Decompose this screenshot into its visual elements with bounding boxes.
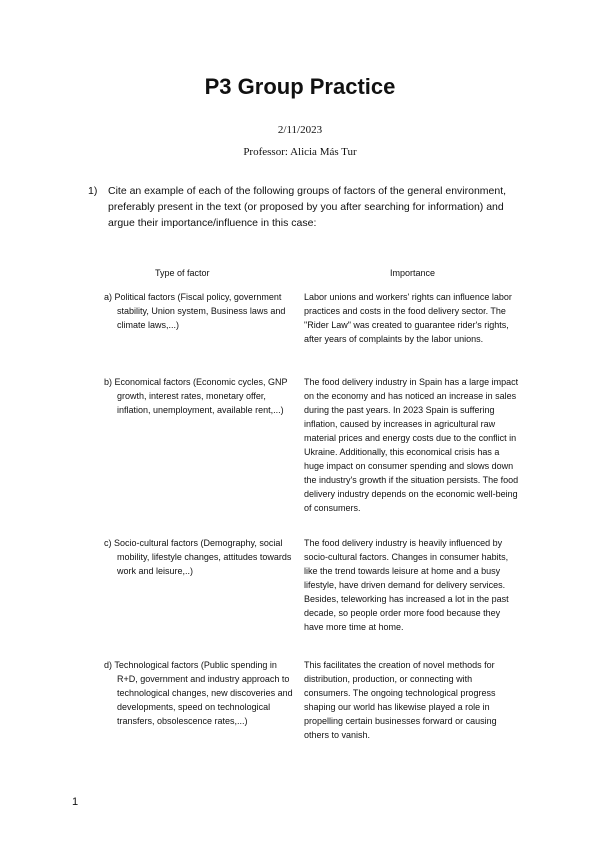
factor-political: a) Political factors (Fiscal policy, government stability, Union system, Business laws and climate laws,...) <box>104 292 286 330</box>
professor-line: Professor: Alicia Más Tur <box>243 146 357 158</box>
importance-economical: The food delivery industry in Spain has a large impact on the economy and has noticed an increase in sales during the past years. In 2023 Spain is suffering inflation, caused by increases in agricultural raw material prices and energy costs due to the conflict in Ukraine. Additionally, this economical crisis has a huge impact on consumer spending and slows down the industry's growth if the situation persists. The food delivery industry depends on the economic well-being of consumers. <box>304 377 519 513</box>
importance-socio-cultural: The food delivery industry is heavily influenced by socio-cultural factors. Changes in consumer habits, like the trend towards leisure at home and a busy lifestyle, have driven demand for delivery services. Besides, teleworking has increased a lot in the past decade, so people order more food because they have more time at home. <box>304 538 509 632</box>
question-number: 1) <box>88 185 98 197</box>
header-type-of-factor: Type of factor <box>155 268 210 278</box>
header-importance: Importance <box>390 268 436 278</box>
document-date: 2/11/2023 <box>277 124 323 136</box>
factor-economical: b) Economical factors (Economic cycles, GNP growth, interest rates, monetary offer, inflation, unemployment, available rent,...) <box>104 377 288 415</box>
question <box>88 183 533 231</box>
importance-political: Labor unions and workers' rights can influence labor practices and costs in the food delivery sector. The "Rider Law" was created to guarantee rider's rights, after years of complaints by the labor unions. <box>304 292 512 344</box>
importance-technological: This facilitates the creation of novel methods for distribution, production, or connecting with consumers. The ongoing technological progress shaping our world has likewise played a role in propelling certain businesses forward or causing others to vanish. <box>304 660 497 740</box>
factor-socio-cultural: c) Socio-cultural factors (Demography, social mobility, lifestyle changes, attitudes towards work and leisure,..) <box>104 538 292 576</box>
document-title: P3 Group Practice <box>204 74 396 99</box>
page-number: 1 <box>72 796 79 808</box>
factor-technological: d) Technological factors (Public spending in R+D, government and industry approach to technological changes, new discoveries and developments, speed on technological transfers, obsolescence rates,...) <box>104 660 293 726</box>
question-text: Cite an example of each of the following groups of factors of the general environment, preferably present in the text (or proposed by you after searching for information) and argue their importance/influence in this case: <box>108 185 507 229</box>
